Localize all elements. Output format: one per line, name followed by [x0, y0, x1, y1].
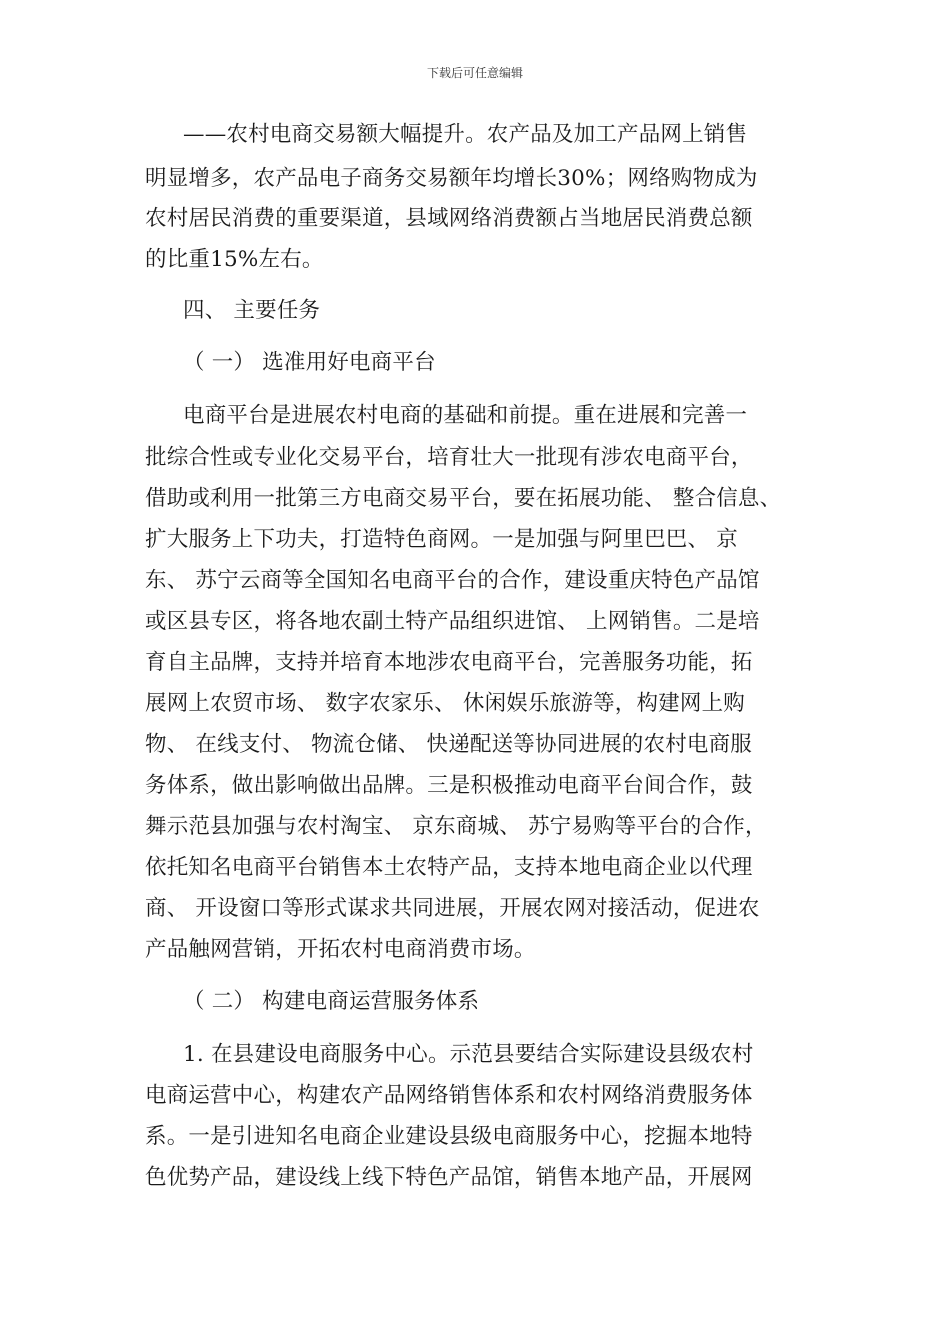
- paragraph-line: 电商运营中心，构建农产品网络销售体系和农村网络消费服务体: [145, 1083, 753, 1108]
- paragraph-line: 物、 在线支付、 物流仓储、 快递配送等协同进展的农村电商服: [145, 732, 753, 757]
- subsection-heading: （ 二） 构建电商运营服务体系: [183, 989, 480, 1014]
- paragraph-line: 电商平台是进展农村电商的基础和前提。重在进展和完善一: [183, 403, 748, 428]
- page-header: 下载后可任意编辑: [426, 66, 523, 80]
- paragraph-line: 或区县专区，将各地农副土特产品组织进馆、 上网销售。二是培: [145, 609, 760, 634]
- paragraph-line: 东、 苏宁云商等全国知名电商平台的合作，建设重庆特色产品馆: [145, 568, 760, 593]
- paragraph-line: 系。一是引进知名电商企业建设县级电商服务中心，挖掘本地特: [145, 1124, 753, 1149]
- paragraph-line: 色优势产品，建设线上线下特色产品馆，销售本地产品，开展网: [145, 1165, 753, 1190]
- paragraph-line: 扩大服务上下功夫，打造特色商网。一是加强与阿里巴巴、 京: [145, 527, 738, 552]
- paragraph-line: 产品触网营销，开拓农村电商消费市场。: [145, 937, 536, 962]
- paragraph-line: 育自主品牌，支持并培育本地涉农电商平台，完善服务功能，拓: [145, 650, 753, 675]
- paragraph-line: 务体系，做出影响做出品牌。三是积极推动电商平台间合作，鼓: [145, 773, 753, 798]
- paragraph-line: 1. 在县建设电商服务中心。示范县要结合实际建设县级农村: [183, 1042, 754, 1067]
- paragraph-line: 农村居民消费的重要渠道，县域网络消费额占当地居民消费总额: [145, 206, 753, 231]
- paragraph-line: 的比重15%左右。: [145, 247, 324, 272]
- paragraph-line: 展网上农贸市场、 数字农家乐、 休闲娱乐旅游等，构建网上购: [145, 691, 745, 716]
- section-heading: 四、 主要任务: [183, 298, 321, 323]
- paragraph-line: 舞示范县加强与农村淘宝、 京东商城、 苏宁易购等平台的合作，: [145, 814, 767, 839]
- paragraph-line: 依托知名电商平台销售本土农特产品，支持本地电商企业以代理: [145, 855, 753, 880]
- subsection-heading: （ 一） 选准用好电商平台: [183, 350, 436, 375]
- paragraph-line: 商、 开设窗口等形式谋求共同进展，开展农网对接活动，促进农: [145, 896, 760, 921]
- paragraph-line: ——农村电商交易额大幅提升。农产品及加工产品网上销售: [183, 122, 748, 147]
- paragraph-line: 明显增多，农产品电子商务交易额年均增长30%；网络购物成为: [145, 166, 758, 191]
- paragraph-line: 借助或利用一批第三方电商交易平台，要在拓展功能、 整合信息、: [145, 486, 782, 511]
- paragraph-line: 批综合性或专业化交易平台，培育壮大一批现有涉农电商平台，: [145, 445, 753, 470]
